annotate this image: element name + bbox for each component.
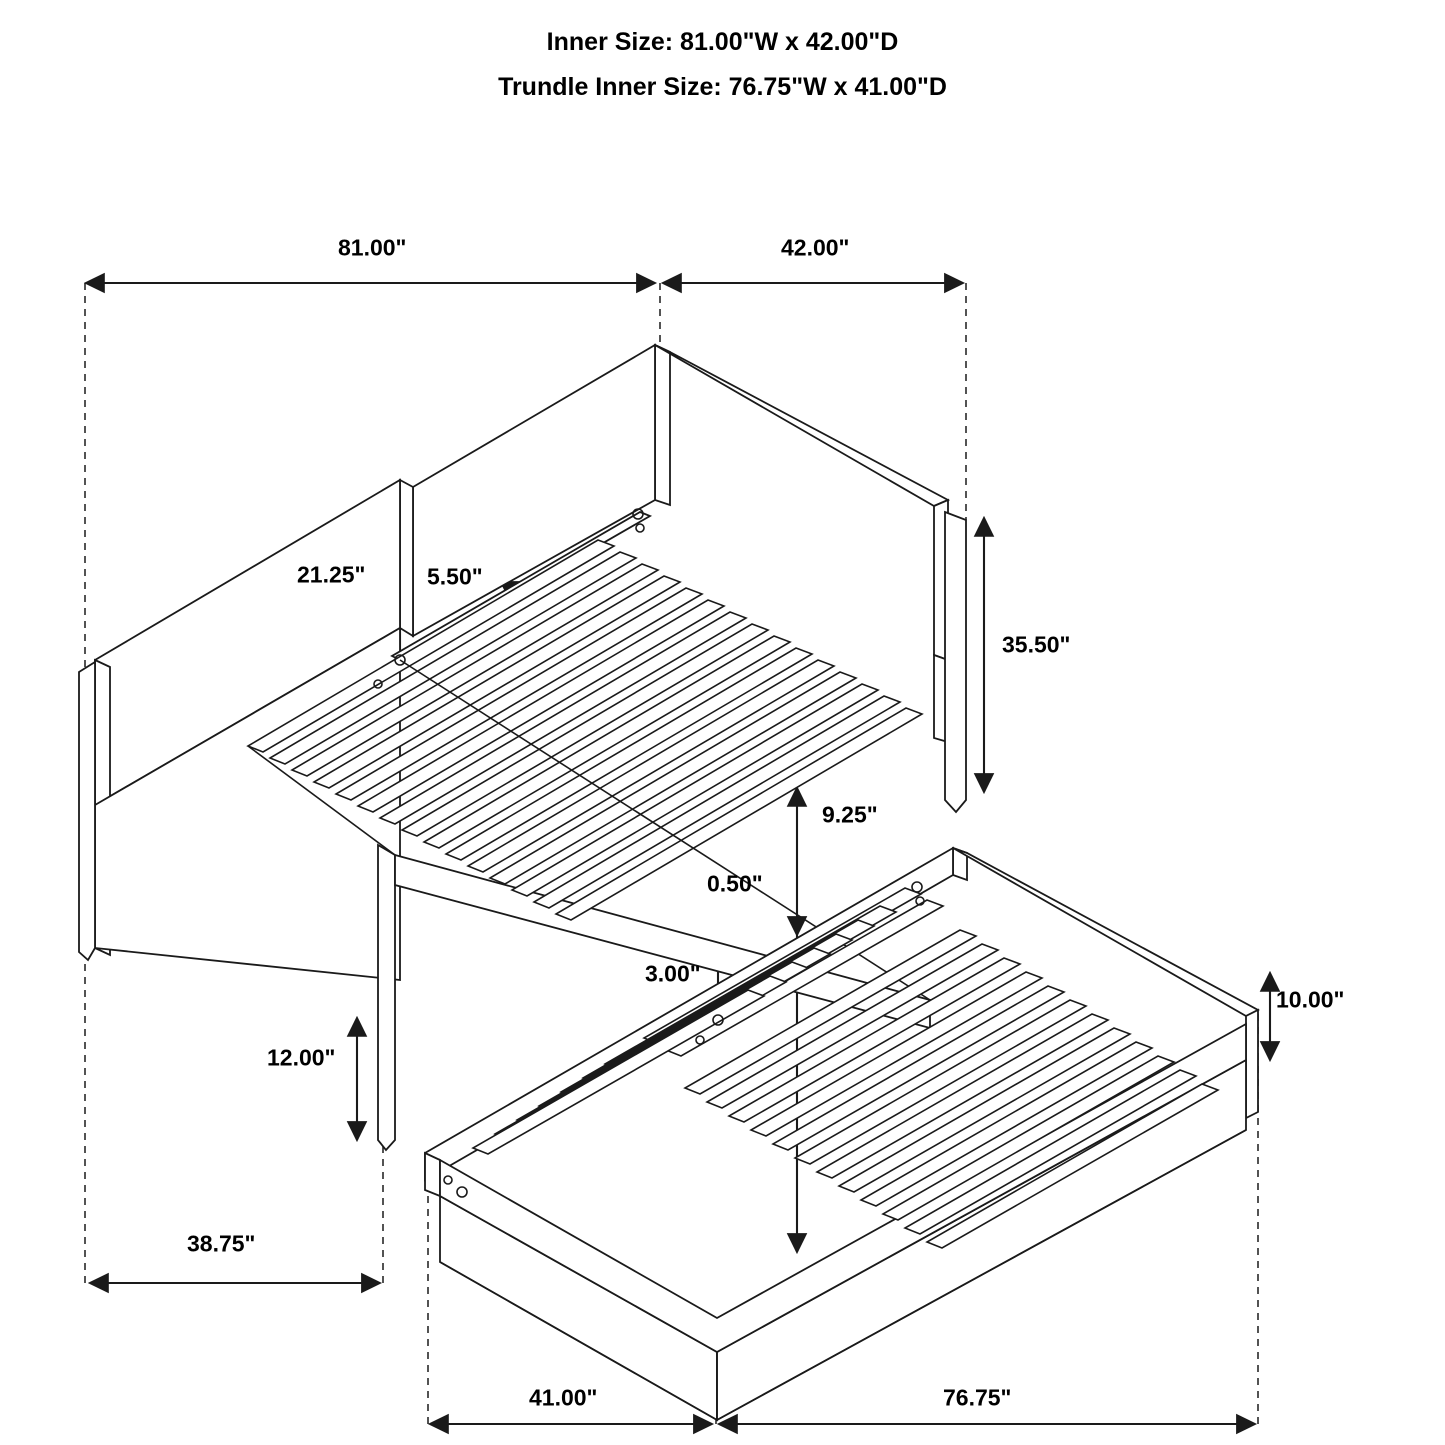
dim-label-overall-height: 35.50" bbox=[1002, 631, 1071, 658]
dim-label-leg-height: 12.00" bbox=[267, 1044, 336, 1071]
dim-label-rail-height: 5.50" bbox=[427, 563, 483, 590]
dim-label-slat-gap: 0.50" bbox=[707, 870, 763, 897]
dim-label-trundle-width: 76.75" bbox=[943, 1384, 1012, 1411]
dim-label-trundle-depth: 41.00" bbox=[529, 1384, 598, 1411]
inner-size-heading: Inner Size: 81.00"W x 42.00"D bbox=[546, 28, 899, 56]
dim-label-bed-footprint-depth: 38.75" bbox=[187, 1230, 256, 1257]
dim-label-bed-depth-top: 42.00" bbox=[781, 234, 850, 261]
dim-label-trundle-rail: 3.00" bbox=[645, 960, 701, 987]
dim-label-trundle-height: 10.00" bbox=[1276, 986, 1345, 1013]
trundle-inner-size-heading: Trundle Inner Size: 76.75"W x 41.00"D bbox=[498, 73, 947, 101]
dim-label-headboard-height: 21.25" bbox=[297, 561, 366, 588]
dim-label-bed-width-top: 81.00" bbox=[338, 234, 407, 261]
dim-label-clearance-under-bed: 9.25" bbox=[822, 801, 878, 828]
trundle-illustration bbox=[425, 848, 1258, 1420]
